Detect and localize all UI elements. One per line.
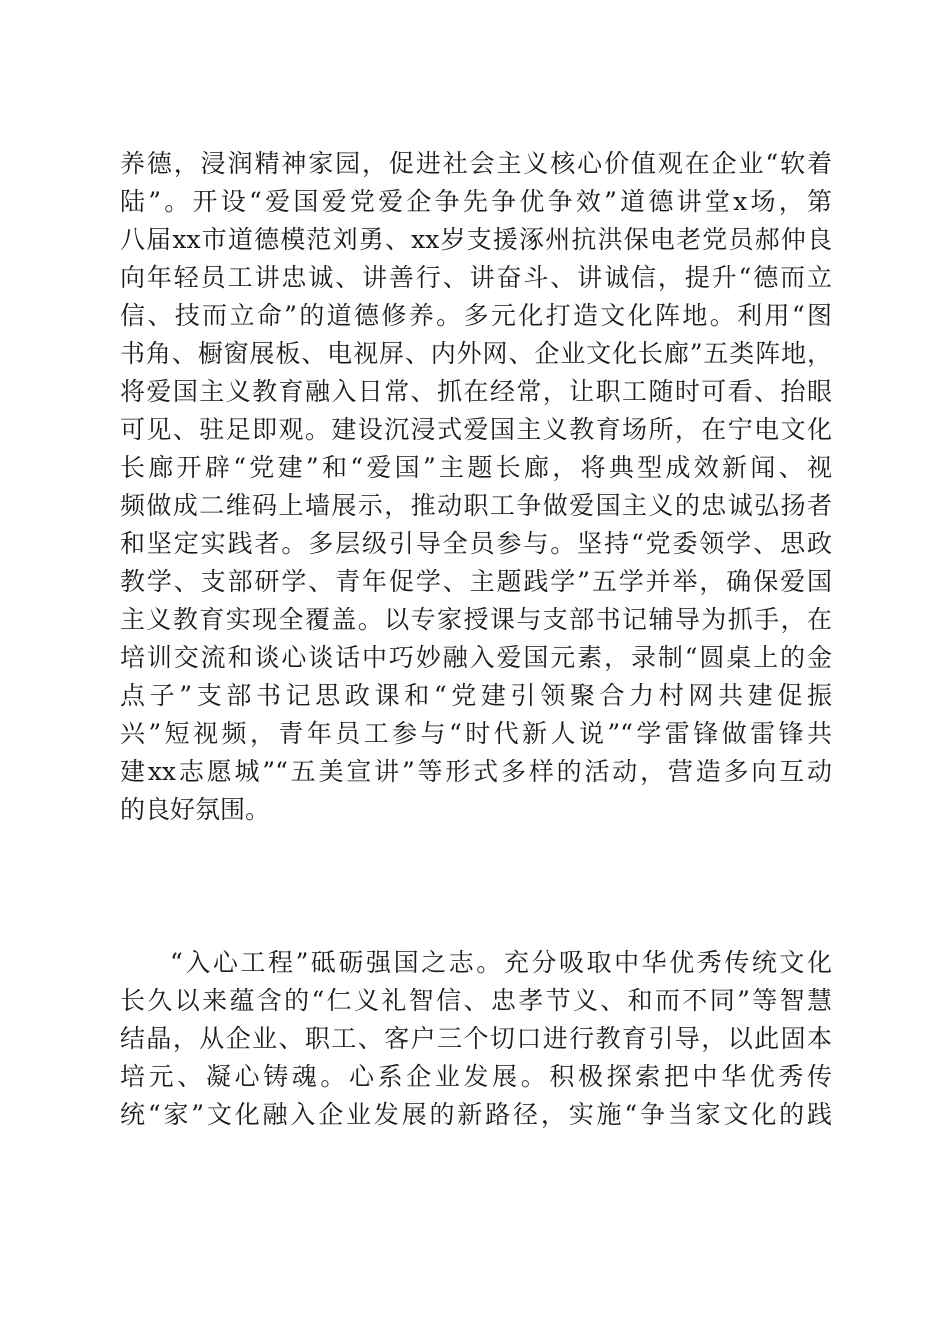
text-line: 陆”。开设“爱国爱党爱企争先争优争效”道德讲堂x场，第 <box>120 187 832 216</box>
paragraph-patriotic-education <box>120 145 832 829</box>
text-line: 养德，浸润精神家园，促进社会主义核心价值观在企业“软着 <box>120 149 832 178</box>
text-line: 教学、支部研学、青年促学、主题践学”五学并举，确保爱国 <box>120 567 832 596</box>
text-line: 主义教育实现全覆盖。以专家授课与支部书记辅导为抓手，在 <box>120 605 832 634</box>
text-line: 八届xx市道德模范刘勇、xx岁支援涿州抗洪保电老党员郝仲良 <box>120 225 832 254</box>
paragraph-heart-project <box>120 944 832 1134</box>
text-line: 统“家”文化融入企业发展的新路径，实施“争当家文化的践 <box>120 1100 832 1129</box>
text-line: 培训交流和谈心谈话中巧妙融入爱国元素，录制“圆桌上的金 <box>120 643 832 672</box>
text-line: 将爱国主义教育融入日常、抓在经常，让职工随时可看、抬眼 <box>120 377 832 406</box>
text-line: 长廊开辟“党建”和“爱国”主题长廊，将典型成效新闻、视 <box>120 453 832 482</box>
text-line: 频做成二维码上墙展示，推动职工争做爱国主义的忠诚弘扬者 <box>120 491 832 520</box>
text-line: 建xx志愿城”“五美宣讲”等形式多样的活动，营造多向互动 <box>120 757 832 786</box>
text-line: 兴”短视频，青年员工参与“时代新人说”“学雷锋做雷锋共 <box>120 719 832 748</box>
text-line: 的良好氛围。 <box>120 795 271 824</box>
text-line: 和坚定实践者。多层级引导全员参与。坚持“党委领学、思政 <box>120 529 832 558</box>
text-line: “入心工程”砥砺强国之志。充分吸取中华优秀传统文化 <box>170 948 832 977</box>
text-line: 向年轻员工讲忠诚、讲善行、讲奋斗、讲诚信，提升“德而立 <box>120 263 832 292</box>
text-line: 培元、凝心铸魂。心系企业发展。积极探索把中华优秀传 <box>120 1062 832 1091</box>
text-line: 长久以来蕴含的“仁义礼智信、忠孝节义、和而不同”等智慧 <box>120 986 832 1015</box>
text-line: 点子”支部书记思政课和“党建引领聚合力村网共建促振 <box>120 681 832 710</box>
text-line: 信、技而立命”的道德修养。多元化打造文化阵地。利用“图 <box>120 301 832 330</box>
text-line: 可见、驻足即观。建设沉浸式爱国主义教育场所，在宁电文化 <box>120 415 832 444</box>
text-line: 结晶，从企业、职工、客户三个切口进行教育引导，以此固本 <box>120 1024 832 1053</box>
text-line: 书角、橱窗展板、电视屏、内外网、企业文化长廊”五类阵地， <box>120 339 832 368</box>
